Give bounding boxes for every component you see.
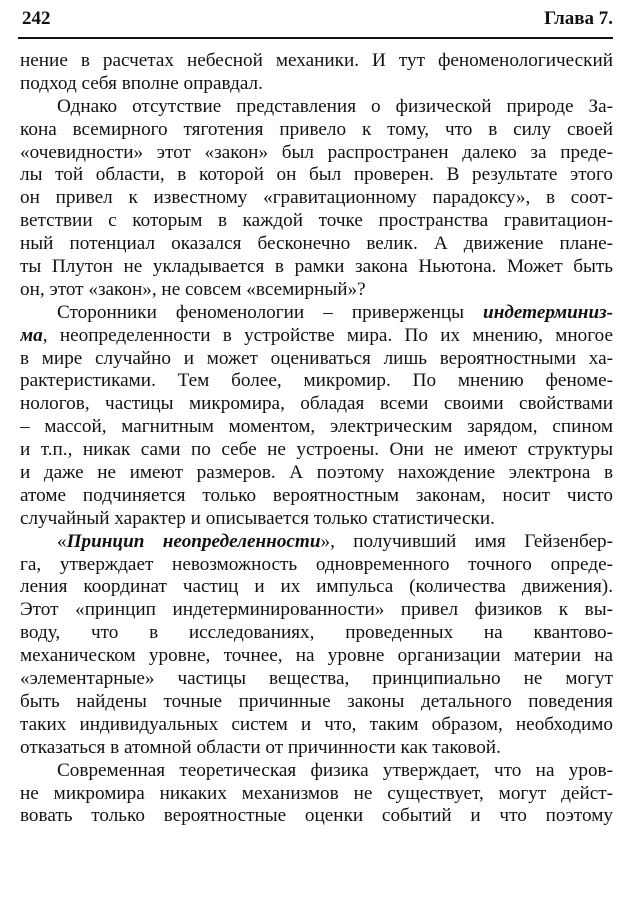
- text-line: быть найдены точные причинные законы детального поведения: [20, 690, 613, 712]
- text-line: кона всемирного тяготения привело к тому, что в силу своей: [20, 118, 613, 140]
- text-line: нение в расчетах небесной механики. И тут феноменологический: [20, 50, 613, 71]
- running-header: [16, 8, 613, 34]
- emphasis-term: индетерминиз-: [483, 301, 613, 323]
- text-line: и т.п., никак сами по себе не устроены. Они не имеют структуры: [20, 439, 613, 461]
- text-line: га, утверждает невозможность одновременного точного опреде-: [20, 553, 613, 575]
- text-line: в мире случайно и может оцениваться лишь вероятностными ха-: [20, 347, 613, 369]
- chapter-title: Глава 7.: [544, 8, 613, 29]
- text-line: таких индивидуальных систем и что, таким образом, необходимо: [20, 713, 613, 735]
- text-line: «очевидности» этот «закон» был распространен далеко за преде-: [20, 141, 613, 163]
- text-line: «элементарные» частицы вещества, принципиально не могут: [20, 668, 613, 690]
- text-line: Однако отсутствие представления о физической природе За-: [57, 95, 613, 117]
- text-line: ма, неопределенности в устройстве мира. По их мнению, многое: [20, 324, 613, 346]
- text-line: ления координат частиц и их импульса (количества движения).: [20, 576, 613, 598]
- text-line: механическом уровне, точнее, на уровне организации материи на: [20, 645, 613, 667]
- text-line: подход себя вполне оправдал.: [20, 72, 263, 94]
- text-line: воду, что в исследованиях, проведенных на квантово-: [20, 622, 613, 644]
- text-line: рактеристиками. Тем более, микромир. По мнению феноме-: [20, 370, 613, 392]
- text-line: лы той области, в которой он был проверен. В результате этого: [20, 164, 613, 186]
- text-line: «Принцип неопределенности», получивший имя Гейзенбер-: [57, 530, 613, 552]
- body-text: [20, 50, 613, 828]
- text-line: случайный характер и описывается только статистически.: [20, 507, 495, 529]
- emphasis-term: Принцип неопределенности: [66, 530, 321, 552]
- header-rule: [18, 37, 613, 39]
- text-line: он привел к известному «гравитационному парадоксу», в соот-: [20, 187, 613, 209]
- text-line: ты Плутон не укладывается в рамки закона Ньютона. Может быть: [20, 256, 613, 278]
- text-line: Современная теоретическая физика утверждает, что на уров-: [57, 759, 613, 781]
- text-line: ветствии с которым в каждой точке пространства гравитацион-: [20, 210, 613, 232]
- text-line: атоме подчиняется только вероятностным законам, носит чисто: [20, 484, 613, 506]
- emphasis-term: ма: [20, 324, 43, 346]
- text-line: он, этот «закон», не совсем «всемирный»?: [20, 278, 366, 300]
- text-line: не микромира никаких механизмов не существует, могут дейст-: [20, 782, 613, 804]
- book-page: [16, 0, 613, 900]
- text-line: – массой, магнитным моментом, электрическим зарядом, спином: [20, 416, 613, 438]
- text-line: и даже не имеют размеров. А поэтому нахождение электрона в: [20, 462, 613, 484]
- text-line: нологов, частицы микромира, обладая всеми своими свойствами: [20, 393, 613, 415]
- page-number: 242: [22, 8, 51, 29]
- text-line: вовать только вероятностные оценки событий и что поэтому: [20, 805, 613, 827]
- text-line: отказаться в атомной области от причинности как таковой.: [20, 736, 501, 758]
- text-line: Сторонники феноменологии – приверженцы индетерминиз-: [57, 301, 613, 323]
- text-line: ный потенциал оказался бесконечно велик. А движение плане-: [20, 233, 613, 255]
- text-line: Этот «принцип индетерминированности» привел физиков к вы-: [20, 599, 613, 621]
